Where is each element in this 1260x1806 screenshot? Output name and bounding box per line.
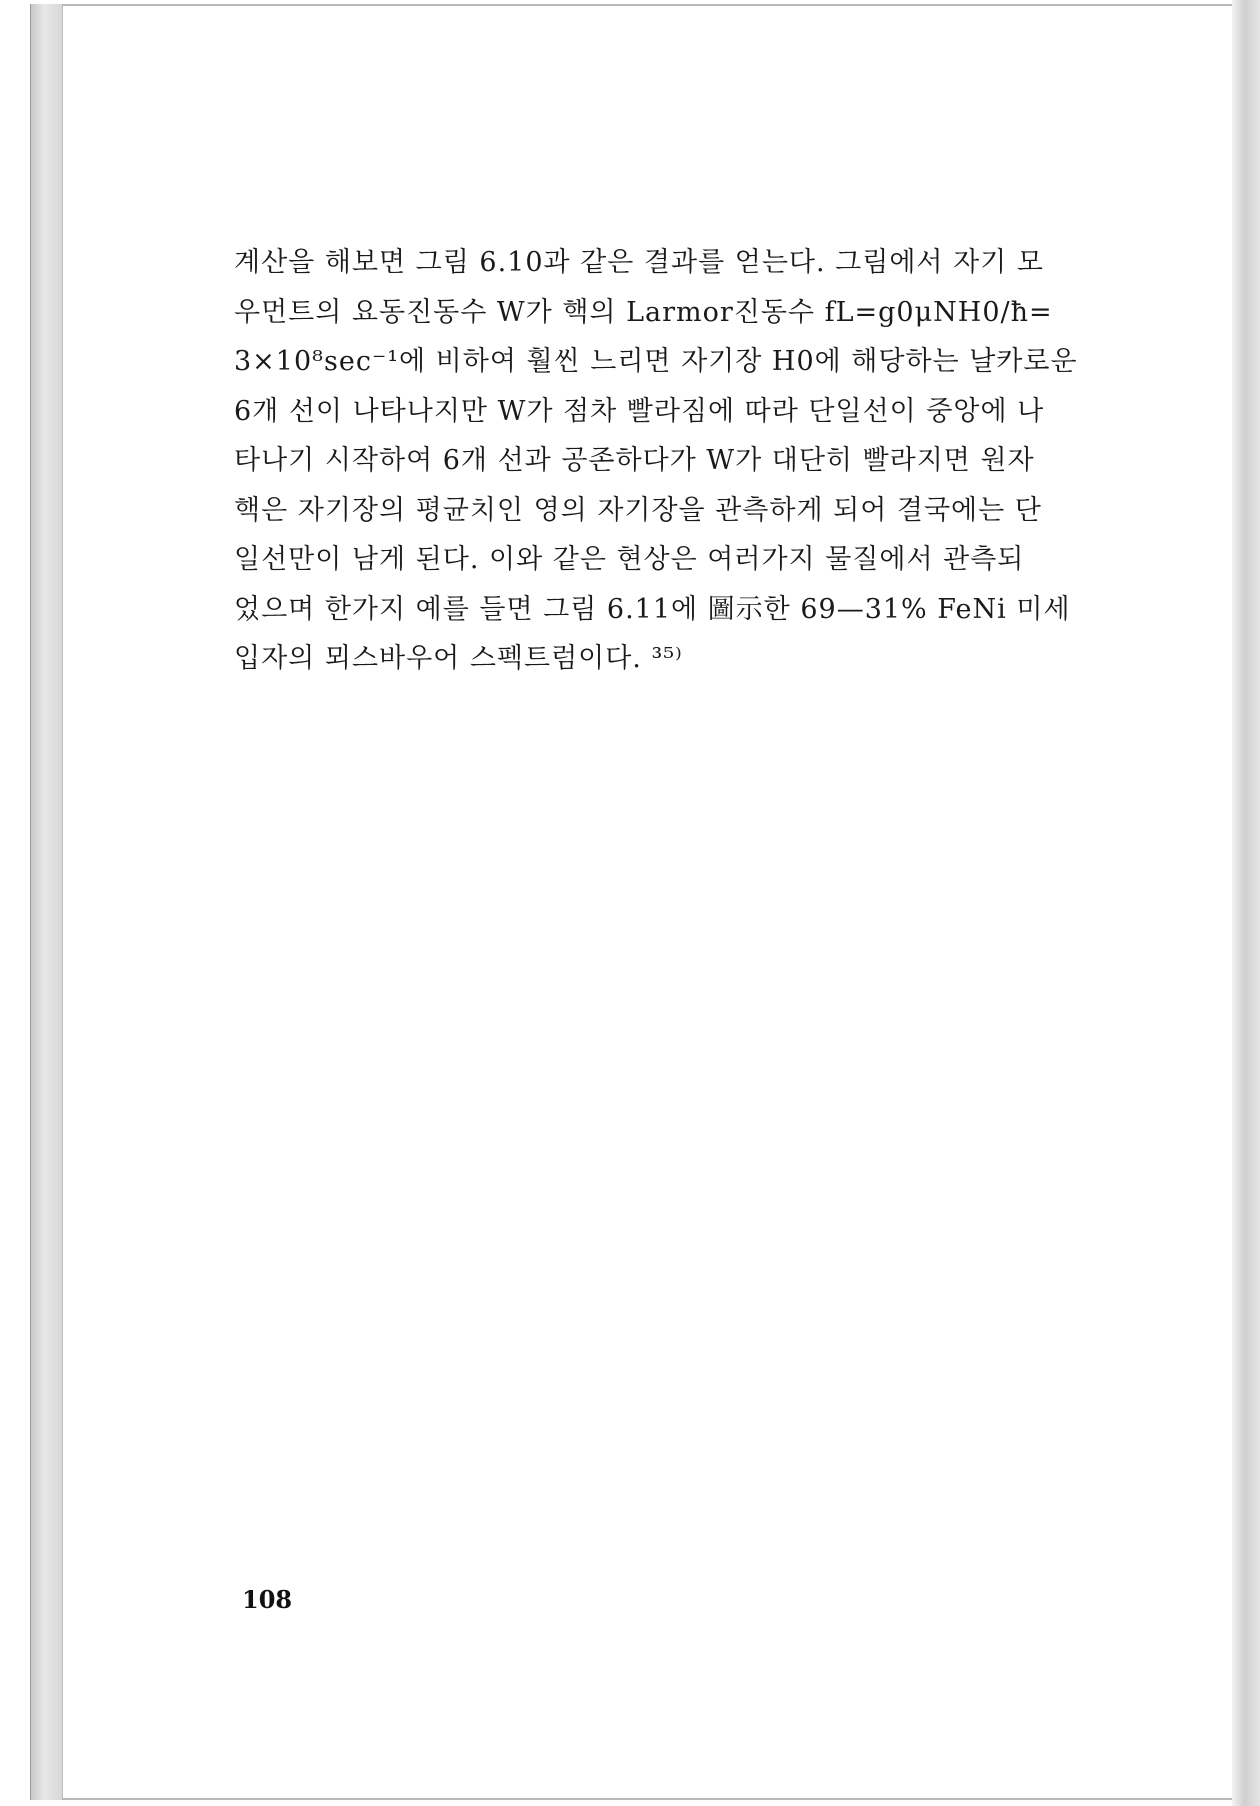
paragraph-line: 우먼트의 요동진동수 W가 핵의 Larmor진동수 fL=g0μNH0/ħ= [234,296,1053,328]
body-paragraph [234,238,1084,684]
paragraph-line: 었으며 한가지 예를 들면 그림 6.11에 圖示한 69—31% FeNi 미세 [234,593,1071,625]
paragraph-line: 계산을 해보면 그림 6.10과 같은 결과를 얻는다. 그림에서 자기 모 [234,247,1044,278]
paragraph-line: 입자의 뫼스바우어 스펙트럼이다. ³⁵⁾ [234,643,683,674]
paragraph-line: 6개 선이 나타나지만 W가 점차 빨라짐에 따라 단일선이 중앙에 나 [234,395,1045,427]
paragraph-line: 핵은 자기장의 평균치인 영의 자기장을 관측하게 되어 결국에는 단 [234,494,1042,526]
paragraph-line: 3×10⁸sec⁻¹에 비하여 훨씬 느리면 자기장 H0에 해당하는 날카로운 [234,346,1078,377]
page-right-shadow [1232,0,1260,1806]
page-number: 108 [242,1585,293,1614]
book-spine-edge [30,4,65,1800]
paragraph-line: 일선만이 남게 된다. 이와 같은 현상은 여러가지 물질에서 관측되 [234,544,1025,575]
paragraph-line: 타나기 시작하여 6개 선과 공존하다가 W가 대단히 빨라지면 원자 [234,445,1035,476]
